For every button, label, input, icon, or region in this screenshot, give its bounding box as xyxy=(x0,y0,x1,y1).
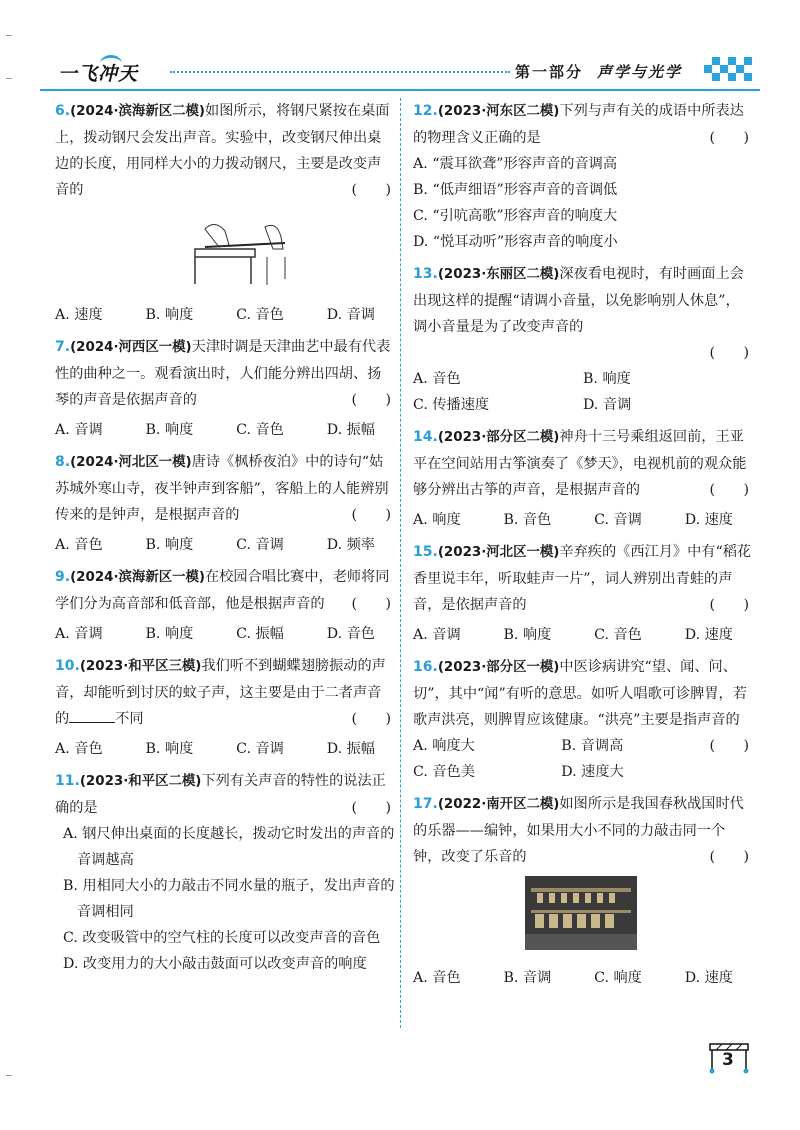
option-b[interactable]: B. “低声细语”形容声音的音调低 xyxy=(413,182,618,198)
question-source: (2024·滨海新区一模) xyxy=(70,570,206,585)
question-source: (2024·河北区一模) xyxy=(70,455,192,470)
option-b[interactable]: B. 音调高 xyxy=(561,738,624,754)
column-divider xyxy=(400,98,401,1028)
option-c[interactable]: C. 音调 xyxy=(594,512,642,528)
question-source: (2024·河西区一模) xyxy=(70,340,192,355)
option-c[interactable]: C. 音色 xyxy=(594,627,642,643)
question-text: 深夜看电视时，有时画面上会出现这样的提醒“请调小音量，以免影响别人休息”，调小音量是为了改变声音的 xyxy=(413,266,744,335)
question-number: 13. xyxy=(413,266,438,282)
question-source: (2024·滨海新区二模) xyxy=(70,104,206,119)
options-row xyxy=(55,736,395,762)
question-14 xyxy=(413,424,753,503)
option-d[interactable]: D. 音调 xyxy=(583,397,632,413)
option-c[interactable]: C. 振幅 xyxy=(236,626,284,642)
option-b[interactable]: B. 响度 xyxy=(145,537,194,553)
question-number: 16. xyxy=(413,659,438,675)
topic-label: 声学与光学 xyxy=(596,63,682,81)
page-number-badge xyxy=(708,1042,752,1074)
answer-paren: ( ) xyxy=(709,597,749,613)
option-a[interactable]: A. 响度 xyxy=(413,512,461,528)
options-row xyxy=(55,302,395,328)
question-text: 辛弃疾的《西江月》中有“稻花香里说丰年，听取蛙声一片”，词人辨别出青蛙的声音，是依据声音的 xyxy=(413,544,752,613)
option-b[interactable]: B. 响度 xyxy=(145,422,194,438)
question-number: 12. xyxy=(413,103,438,119)
option-a[interactable]: A. 音色 xyxy=(413,371,461,387)
margin-tick xyxy=(6,1075,12,1076)
option-c[interactable]: C. 音色 xyxy=(236,307,284,323)
question-text: 中医诊病讲究“望、闻、问、切”，其中“闻”有听的意思。如听人唱歌可诊脾胃，若歌声洪亮，则脾胃应该健康。“洪亮”主要是指声音的 xyxy=(413,659,747,728)
answer-paren: ( ) xyxy=(351,800,391,816)
option-d[interactable]: D. 速度 xyxy=(684,970,733,986)
option-c[interactable]: C. 音色 xyxy=(236,422,284,438)
brand-logo: 一飞冲天 xyxy=(58,63,139,85)
option-d[interactable]: D. 速度 xyxy=(684,512,733,528)
option-a[interactable]: A. 速度 xyxy=(55,307,103,323)
option-c[interactable]: C. 响度 xyxy=(594,970,642,986)
question-number: 17. xyxy=(413,796,438,812)
question-7 xyxy=(55,334,395,413)
options-row xyxy=(55,532,395,558)
question-text: 我们听不到蝴蝶翅膀振动的声音，却能听到讨厌的蚊子声，这主要是由于二者声音的 xyxy=(55,658,386,727)
answer-paren: ( ) xyxy=(709,738,749,754)
options-row xyxy=(413,507,753,533)
question-text: 神舟十三号乘组返回前，王亚平在空间站用古筝演奏了《梦天》，电视机前的观众能够分辨出古筝的声音，是根据声音的 xyxy=(413,429,747,498)
options-grid xyxy=(413,366,753,418)
option-d[interactable]: D. “悦耳动听”形容声音的响度小 xyxy=(413,234,618,250)
question-number: 11. xyxy=(55,773,80,789)
question-text: 天津时调是天津曲艺中最有代表性的曲种之一。观看演出时，人们能分辨出四胡、扬琴的声音是依据声音的 xyxy=(55,339,391,408)
option-a[interactable]: A. “震耳欲聋”形容声音的音调高 xyxy=(413,156,618,172)
option-a[interactable]: A. 钢尺伸出桌面的长度越长，拨动它时发出的声音的音调越高 xyxy=(63,826,395,868)
part-label: 第一部分 xyxy=(514,63,583,81)
option-c[interactable]: C. “引吭高歌”形容声音的响度大 xyxy=(413,208,618,224)
option-a[interactable]: A. 音色 xyxy=(413,970,461,986)
answer-paren: ( ) xyxy=(709,482,749,498)
option-d[interactable]: D. 音色 xyxy=(326,626,375,642)
option-c[interactable]: C. 音调 xyxy=(236,741,284,757)
answer-paren: ( ) xyxy=(351,507,391,523)
option-d[interactable]: D. 振幅 xyxy=(326,741,375,757)
header-dotted-line xyxy=(170,71,510,75)
question-12 xyxy=(413,98,753,151)
question-17 xyxy=(413,791,753,870)
option-b[interactable]: B. 响度 xyxy=(583,371,631,387)
question-6 xyxy=(55,98,395,203)
question-15 xyxy=(413,539,753,618)
answer-paren: ( ) xyxy=(351,596,391,612)
question-10 xyxy=(55,653,395,732)
option-b[interactable]: B. 响度 xyxy=(145,626,194,642)
question-source: (2023·东丽区二模) xyxy=(437,267,560,282)
option-a[interactable]: A. 音色 xyxy=(55,741,103,757)
question-13 xyxy=(413,261,753,340)
question-number: 7. xyxy=(55,339,71,355)
option-a[interactable]: A. 音调 xyxy=(55,422,103,438)
option-d[interactable]: D. 频率 xyxy=(326,537,375,553)
page-number: 3 xyxy=(722,1050,734,1070)
options-row xyxy=(55,417,395,443)
question-source: (2022·南开区二模) xyxy=(437,797,560,812)
question-number: 6. xyxy=(55,103,71,119)
answer-paren: ( ) xyxy=(351,392,391,408)
answer-paren: ( ) xyxy=(709,849,749,865)
left-column xyxy=(55,98,395,977)
question-text: 在校园合唱比赛中，老师将同学们分为高音部和低音部，他是根据声音的 xyxy=(55,569,390,612)
steel-ruler-figure xyxy=(185,209,395,296)
question-source: (2023·河东区二模) xyxy=(437,104,560,119)
fill-blank[interactable] xyxy=(69,708,115,723)
question-source: (2023·和平区二模) xyxy=(79,774,202,789)
option-a[interactable]: A. 音色 xyxy=(55,537,103,553)
question-text-after: 不同 xyxy=(115,711,144,727)
question-number: 8. xyxy=(55,454,71,470)
option-b[interactable]: B. 音色 xyxy=(503,512,552,528)
option-b[interactable]: B. 音调 xyxy=(503,970,552,986)
option-b[interactable]: B. 响度 xyxy=(145,307,194,323)
answer-paren: ( ) xyxy=(351,182,391,198)
question-number: 10. xyxy=(55,658,80,674)
question-text: 唐诗《枫桥夜泊》中的诗句“姑苏城外寒山寺，夜半钟声到客船”，客船上的人能辨别传来的是钟声，是根据声音的 xyxy=(55,454,389,523)
option-d[interactable]: D. 速度 xyxy=(684,627,733,643)
checker-decoration-icon xyxy=(704,55,752,85)
margin-tick xyxy=(6,78,12,79)
right-column xyxy=(413,98,753,991)
question-text: 下列有关声音的特性的说法正确的是 xyxy=(55,773,386,816)
question-11 xyxy=(55,768,395,821)
options-grid xyxy=(413,733,710,785)
option-c[interactable]: C. 音调 xyxy=(236,537,284,553)
option-b[interactable]: B. 响度 xyxy=(503,627,552,643)
bianzhong-photo xyxy=(525,876,753,959)
question-text: 下列与声有关的成语中所表达的物理含义正确的是 xyxy=(413,103,744,146)
answer-paren: ( ) xyxy=(709,345,749,361)
question-source: (2023·部分区一模) xyxy=(437,660,560,675)
section-title xyxy=(515,61,682,82)
header-rule xyxy=(40,89,760,91)
question-number: 14. xyxy=(413,429,438,445)
answer-paren: ( ) xyxy=(351,711,391,727)
question-number: 15. xyxy=(413,544,438,560)
option-c[interactable]: C. 传播速度 xyxy=(413,397,490,413)
question-8 xyxy=(55,449,395,528)
option-d[interactable]: D. 音调 xyxy=(326,307,375,323)
option-c[interactable]: C. 改变吸管中的空气柱的长度可以改变声音的音色 xyxy=(63,930,381,946)
answer-paren: ( ) xyxy=(709,130,749,146)
option-d[interactable]: D. 振幅 xyxy=(326,422,375,438)
question-9 xyxy=(55,564,395,617)
options-row xyxy=(413,965,753,991)
option-a[interactable]: A. 音调 xyxy=(413,627,461,643)
margin-tick xyxy=(6,35,12,36)
question-number: 9. xyxy=(55,569,71,585)
options-row xyxy=(55,621,395,647)
question-source: (2023·和平区三模) xyxy=(79,659,202,674)
option-b[interactable]: B. 响度 xyxy=(145,741,194,757)
question-text: 如图所示，将钢尺紧按在桌面上，拨动钢尺会发出声音。实验中，改变钢尺伸出桌边的长度，用同样大小的力拨动钢尺，主要是改变声音的 xyxy=(55,103,390,198)
option-d[interactable]: D. 速度大 xyxy=(561,764,624,780)
option-a[interactable]: A. 响度大 xyxy=(413,738,475,754)
question-source: (2023·河北区一模) xyxy=(437,545,560,560)
option-a[interactable]: A. 音调 xyxy=(55,626,103,642)
question-source: (2023·部分区二模) xyxy=(437,430,560,445)
option-c[interactable]: C. 音色美 xyxy=(413,764,475,780)
options-row xyxy=(413,622,753,648)
question-text: 如图所示是我国春秋战国时代的乐器——编钟，如果用大小不同的力敲击同一个钟，改变了乐音的 xyxy=(413,796,744,865)
page-header xyxy=(40,55,760,89)
option-b[interactable]: B. 用相同大小的力敲击不同水量的瓶子，发出声音的音调相同 xyxy=(63,878,395,920)
option-d[interactable]: D. 改变用力的大小敲击鼓面可以改变声音的响度 xyxy=(63,956,367,972)
